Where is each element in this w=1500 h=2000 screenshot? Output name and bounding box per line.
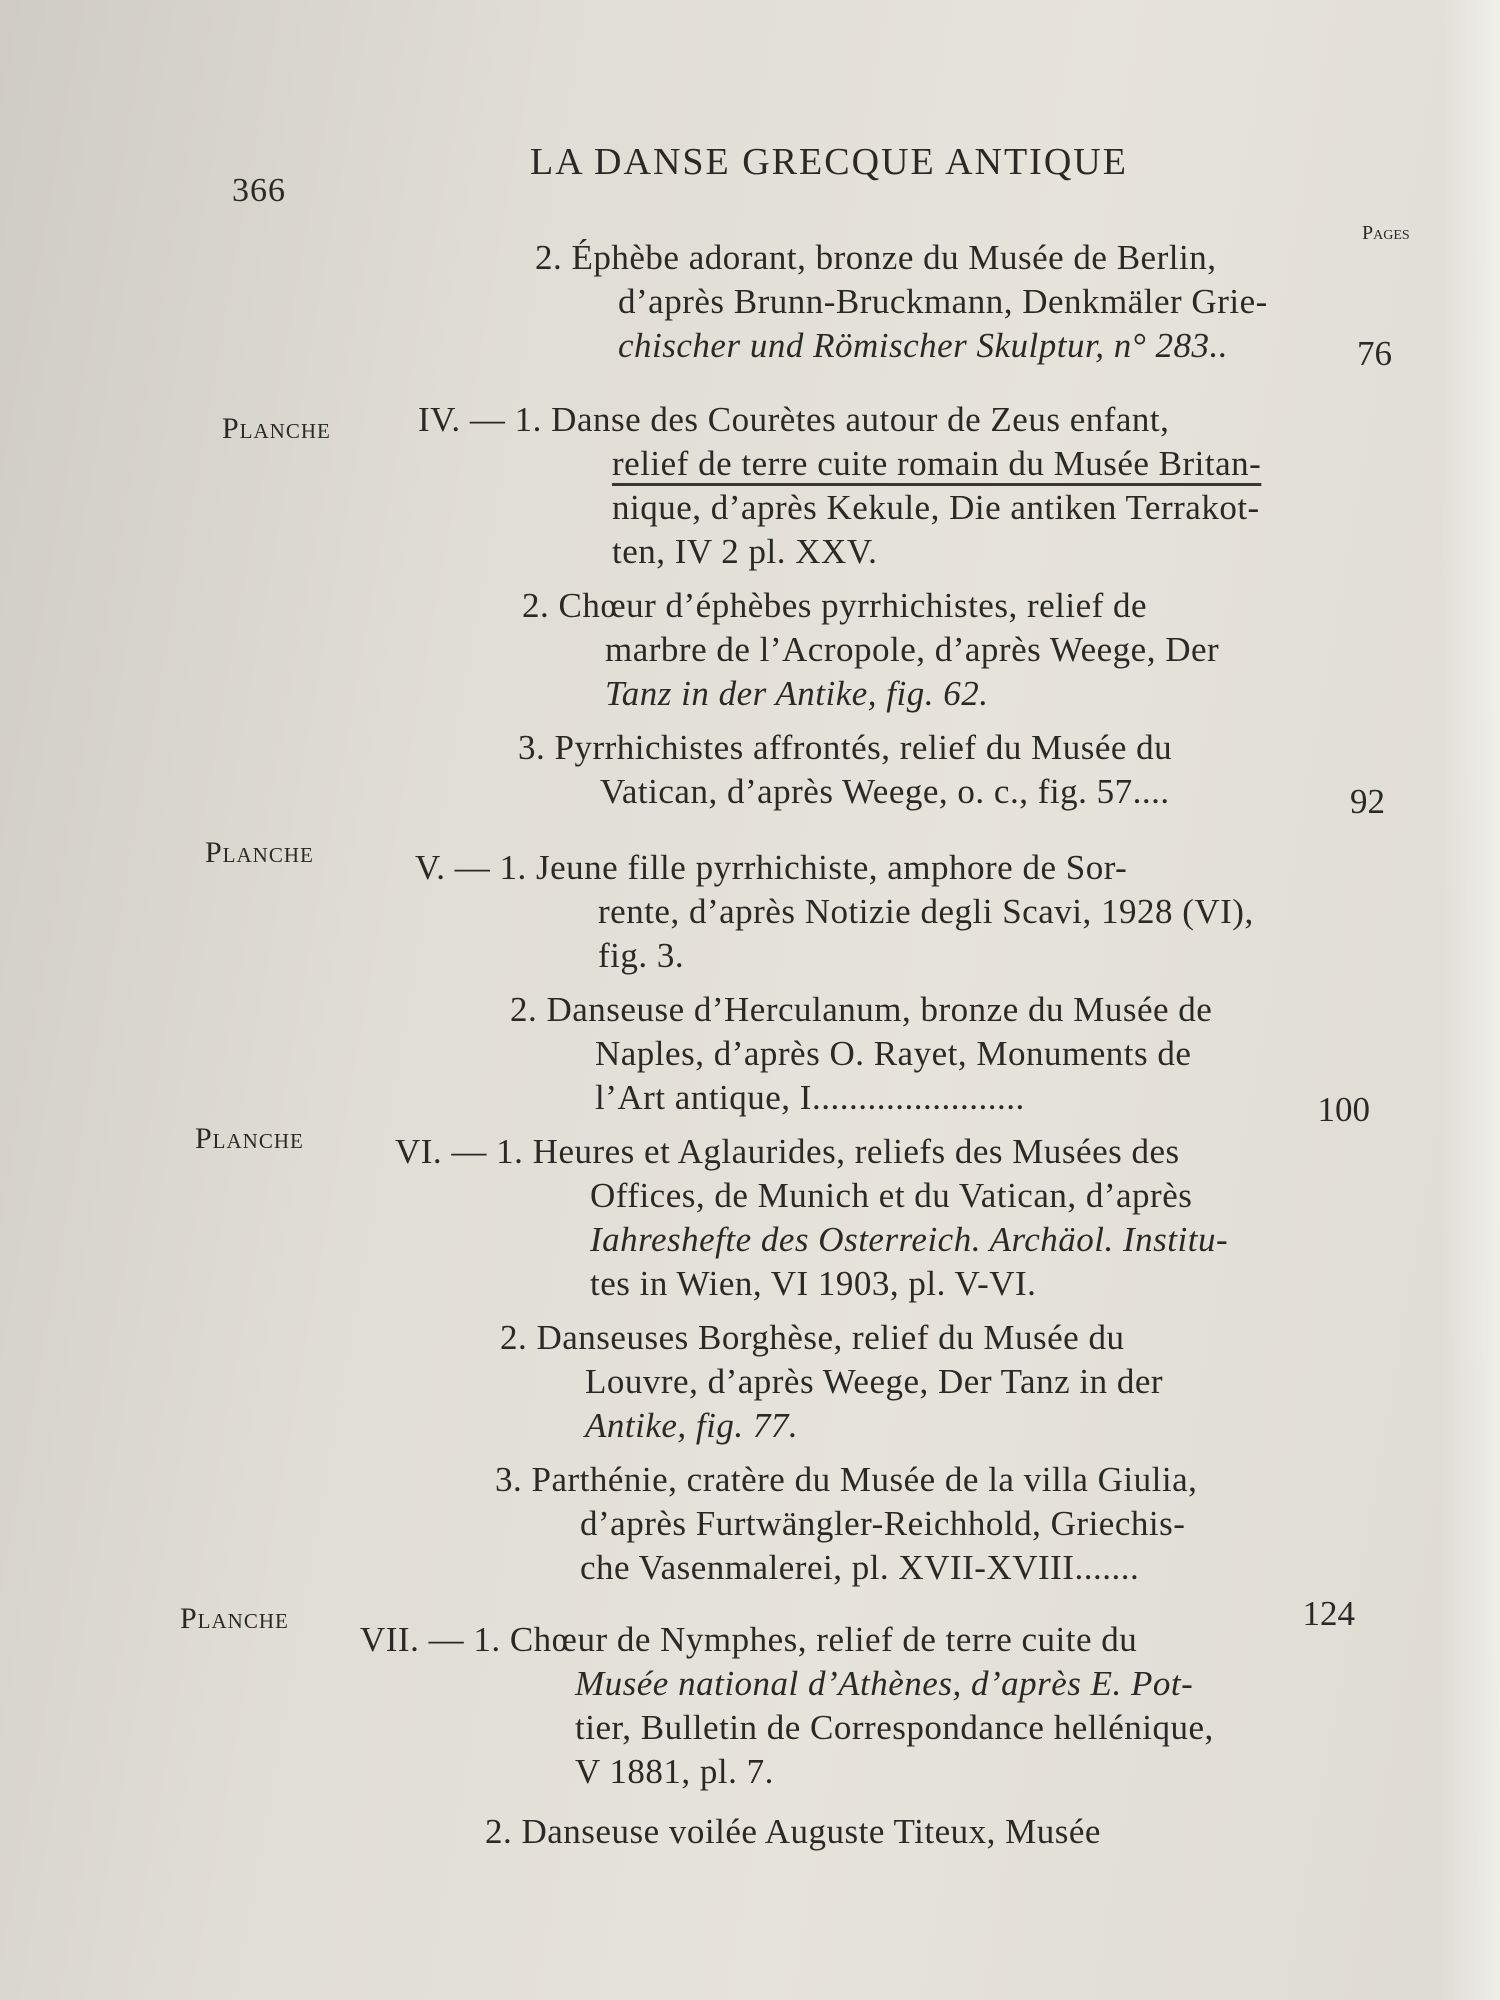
plate-label: Planche — [205, 836, 314, 869]
text-line: ten, IV 2 pl. XXV. — [612, 532, 878, 571]
page-ref: 76 — [1357, 334, 1392, 373]
text-line: Musée national d’Athènes, d’après E. Pot- — [575, 1664, 1194, 1703]
text-line: 2. Danseuses Borghèse, relief du Musée du — [500, 1318, 1125, 1357]
running-title: LA DANSE GRECQUE ANTIQUE — [530, 141, 1128, 183]
text-line: rente, d’après Notizie degli Scavi, 1928 (VI), — [598, 892, 1254, 931]
text-line: l’Art antique, I....................... — [595, 1078, 1025, 1117]
text-line: Tanz in der Antike, fig. 62. — [605, 674, 989, 713]
text-line: VI. — 1. Heures et Aglaurides, reliefs des Musées des — [395, 1132, 1180, 1171]
text-line: Antike, fig. 77. — [585, 1406, 799, 1445]
text-line: VII. — 1. Chœur de Nymphes, relief de terre cuite du — [360, 1620, 1138, 1659]
text-line: IV. — 1. Danse des Courètes autour de Zeus enfant, — [418, 400, 1170, 439]
text-line: Offices, de Munich et du Vatican, d’après — [590, 1176, 1193, 1215]
text-line: d’après Furtwängler-Reichhold, Griechis- — [580, 1504, 1186, 1543]
plate-label: Planche — [195, 1122, 304, 1155]
text-line: tes in Wien, VI 1903, pl. V-VI. — [590, 1264, 1037, 1303]
text-line: 2. Chœur d’éphèbes pyrrhichistes, relief de — [522, 586, 1148, 625]
text-line: V 1881, pl. 7. — [575, 1752, 774, 1791]
text-line: 3. Parthénie, cratère du Musée de la villa Giulia, — [495, 1460, 1198, 1499]
text-line: Iahreshefte des Osterreich. Archäol. Institu- — [590, 1220, 1229, 1259]
text-line: chischer und Römischer Skulptur, n° 283.. — [618, 326, 1228, 365]
pages-column-label: Pages — [1362, 222, 1410, 244]
text-line: Naples, d’après O. Rayet, Monuments de — [595, 1034, 1192, 1073]
plate-label: Planche — [180, 1602, 289, 1635]
page-ref: 100 — [1317, 1090, 1370, 1129]
text-line: nique, d’après Kekule, Die antiken Terrakot- — [612, 488, 1260, 527]
text-line: Louvre, d’après Weege, Der Tanz in der — [585, 1362, 1164, 1401]
page-ref: 92 — [1350, 782, 1385, 821]
page-number: 366 — [232, 172, 286, 209]
text-line: marbre de l’Acropole, d’après Weege, Der — [605, 630, 1220, 669]
page-shading — [1440, 0, 1500, 2000]
plate-label: Planche — [222, 412, 331, 445]
page-ref: 124 — [1302, 1594, 1355, 1633]
text-line: fig. 3. — [598, 936, 685, 975]
text-line: 3. Pyrrhichistes affrontés, relief du Musée du — [518, 728, 1173, 767]
text-line: 2. Éphèbe adorant, bronze du Musée de Berlin, — [535, 238, 1217, 277]
text-line: V. — 1. Jeune fille pyrrhichiste, amphore de Sor- — [415, 848, 1128, 887]
text-line: 2. Danseuse voilée Auguste Titeux, Musée — [485, 1812, 1101, 1851]
text-line: che Vasenmalerei, pl. XVII-XVIII....... — [580, 1548, 1140, 1587]
text-line: d’après Brunn-Bruckmann, Denkmäler Grie- — [618, 282, 1268, 321]
text-line: Vatican, d’après Weege, o. c., fig. 57.... — [600, 772, 1170, 811]
text-line: tier, Bulletin de Correspondance hellénique, — [575, 1708, 1214, 1747]
text-line: 2. Danseuse d’Herculanum, bronze du Musée de — [510, 990, 1213, 1029]
text-line: relief de terre cuite romain du Musée Britan- — [612, 444, 1262, 483]
